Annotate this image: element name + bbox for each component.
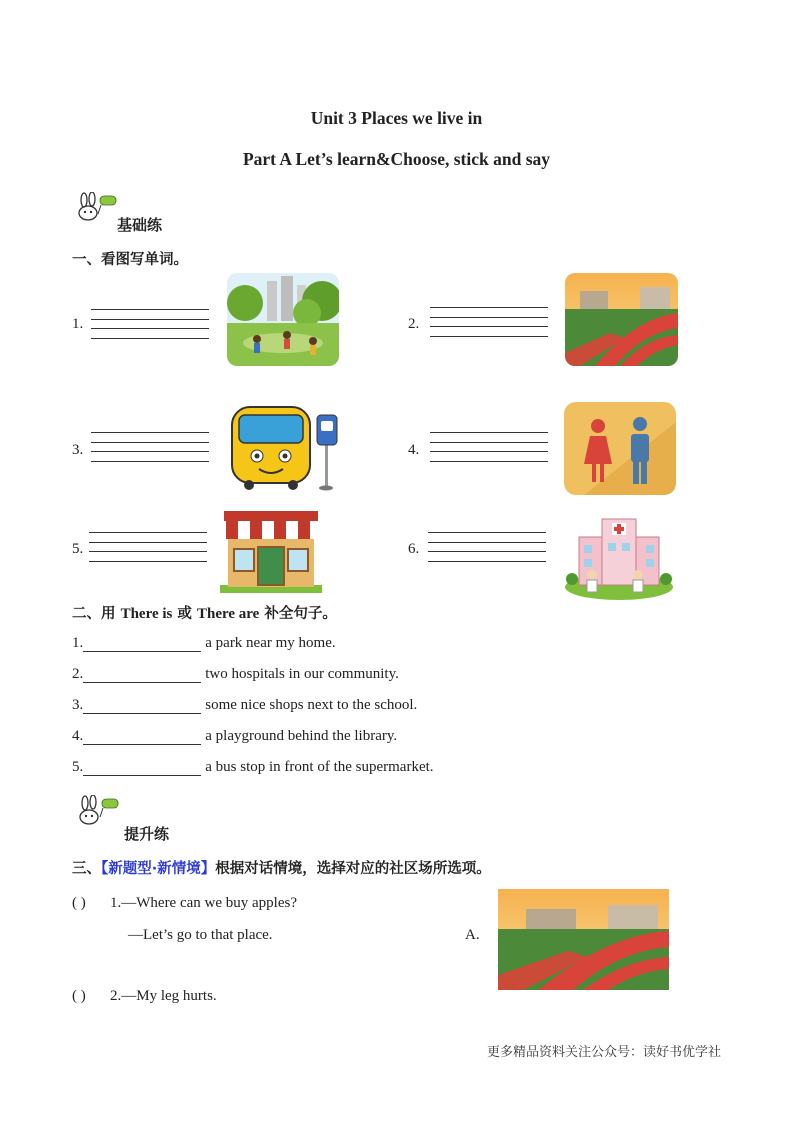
answer-lines[interactable] [91, 432, 209, 471]
sentence: 2. two hospitals in our community. [72, 666, 399, 682]
sentence: 1. a park near my home. [72, 635, 336, 651]
option-a-playground-picture[interactable] [498, 889, 669, 990]
question-2-line1: 2.—My leg hurts. [110, 988, 217, 1004]
answer-lines[interactable] [91, 309, 209, 348]
park-picture [227, 273, 339, 366]
shop-picture [220, 509, 322, 593]
answer-blank[interactable] [83, 730, 201, 745]
part1-header: 一、看图写单词。 [72, 252, 188, 268]
option-a-label: A. [465, 927, 480, 943]
new-type-tag: 【新题型·新情境】 [101, 861, 216, 877]
section-advanced-label: 提升练 [124, 825, 170, 843]
part2-header: 二、用 There is 或 There are 补全句子。 [72, 606, 337, 622]
item-number: 4. [408, 442, 420, 458]
answer-blank[interactable] [83, 668, 201, 683]
part3-header: 三、【新题型·新情境】根据对话情境，选择对应的社区场所选项。 [72, 861, 491, 877]
answer-lines[interactable] [430, 307, 548, 346]
sentence: 5. a bus stop in front of the supermarket. [72, 759, 434, 775]
answer-lines[interactable] [430, 432, 548, 471]
playground-picture [565, 273, 678, 366]
answer-lines[interactable] [428, 532, 546, 571]
item-number: 1. [72, 316, 84, 332]
bunny-badge-icon [75, 795, 121, 829]
answer-blank[interactable] [83, 761, 201, 776]
page-title: Unit 3 Places we live in [310, 108, 483, 128]
bus-stop-picture [229, 401, 341, 491]
sentence: 3. some nice shops next to the school. [72, 697, 418, 713]
bunny-badge-icon [74, 192, 118, 224]
sentence: 4. a playground behind the library. [72, 728, 398, 744]
question-1-line1: 1.—Where can we buy apples? [110, 895, 298, 911]
hospital-picture [564, 509, 674, 601]
item-number: 3. [72, 442, 84, 458]
item-number: 6. [408, 541, 420, 557]
question-1-line2: —Let’s go to that place. [128, 927, 273, 943]
answer-blank[interactable] [83, 637, 201, 652]
section-basic-label: 基础练 [117, 216, 163, 234]
answer-lines[interactable] [89, 532, 207, 571]
item-number: 5. [72, 541, 84, 557]
page-subtitle: Part A Let’s learn&Choose, stick and say [242, 149, 551, 169]
item-number: 2. [408, 316, 420, 332]
page-footer: 更多精品资料关注公众号：读好书优学社 [486, 1045, 721, 1060]
restroom-picture [564, 402, 676, 495]
answer-blank[interactable] [83, 699, 201, 714]
question-2-paren[interactable]: ( ) [72, 988, 86, 1004]
question-1-paren[interactable]: ( ) [72, 895, 86, 911]
